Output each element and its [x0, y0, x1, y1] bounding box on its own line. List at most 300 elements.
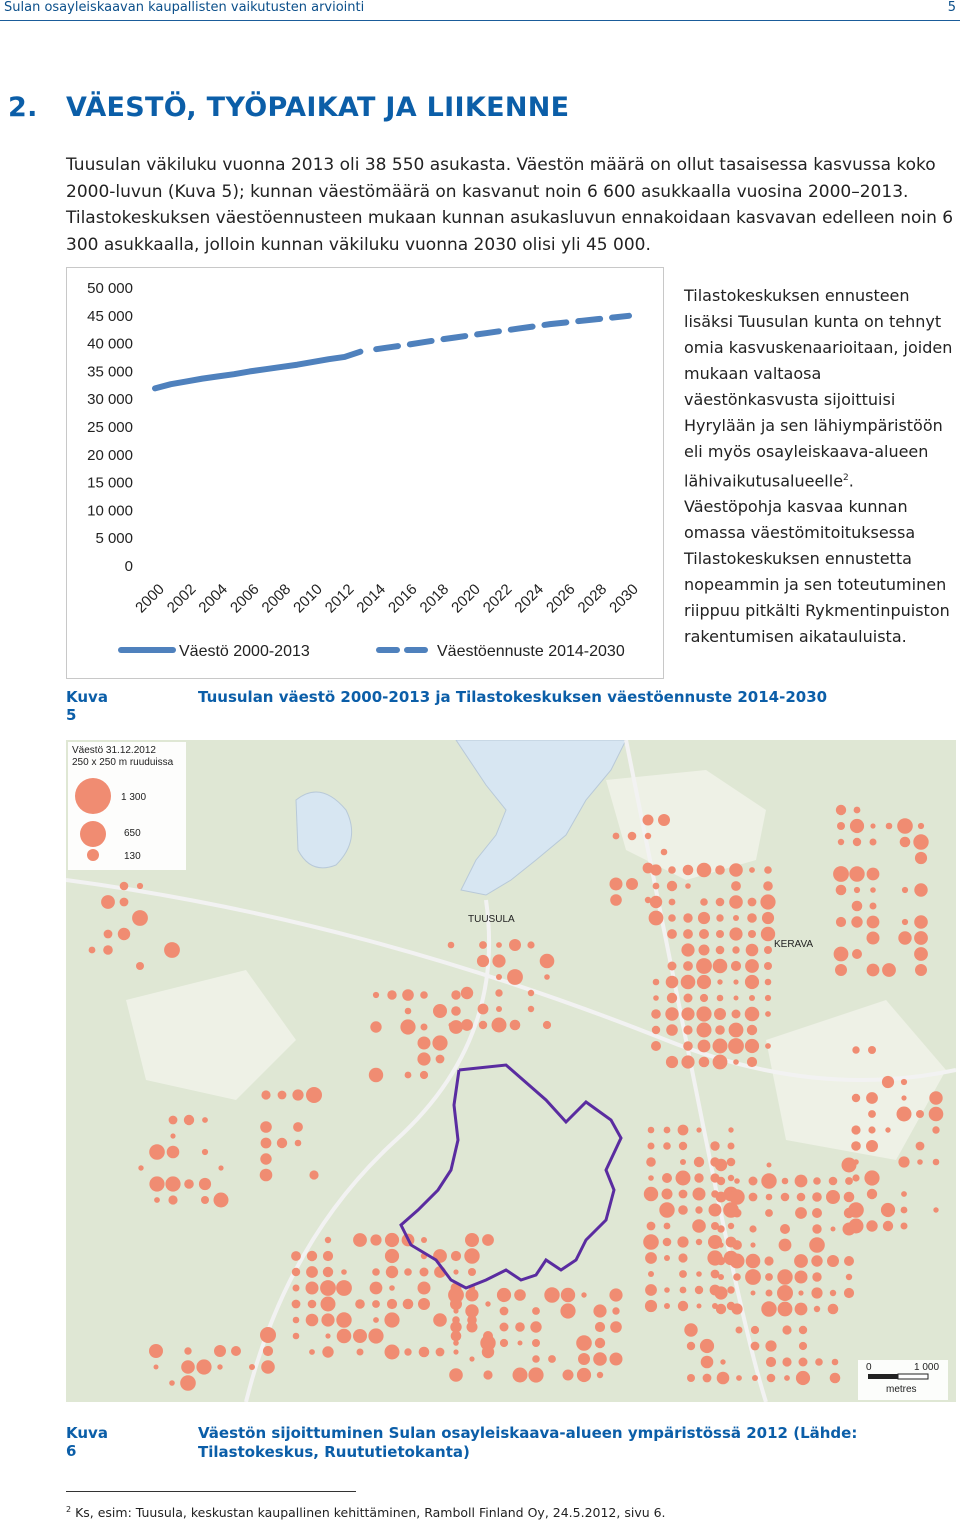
population-dot	[836, 805, 846, 815]
population-dot	[492, 1018, 507, 1033]
population-dot	[214, 1345, 226, 1357]
population-dot	[765, 995, 771, 1001]
population-dot	[764, 866, 772, 874]
population-dot	[679, 1190, 688, 1199]
population-dot	[515, 1322, 525, 1332]
population-dot	[827, 1255, 839, 1267]
population-dot	[849, 866, 864, 881]
population-dot	[417, 1052, 430, 1065]
population-dot	[683, 929, 693, 939]
population-dot	[782, 1357, 791, 1366]
population-dot	[667, 929, 677, 939]
population-dot	[370, 1234, 381, 1245]
population-dot	[836, 917, 846, 927]
population-dot	[610, 1353, 623, 1366]
population-dot	[734, 996, 739, 1001]
y-tick-label: 20 000	[87, 446, 133, 464]
population-dot	[916, 1110, 924, 1118]
population-dot	[651, 1009, 661, 1019]
footnote-reference: 2	[843, 473, 849, 483]
population-dot	[848, 1202, 864, 1218]
population-dot	[745, 975, 759, 989]
population-dot	[154, 1365, 159, 1370]
population-dot	[469, 1356, 474, 1361]
population-dot	[692, 1219, 706, 1233]
population-dot	[713, 959, 728, 974]
population-dot	[717, 1257, 725, 1265]
population-dot	[664, 1303, 670, 1309]
population-dot	[404, 1268, 412, 1276]
population-dot	[683, 865, 694, 876]
population-dot	[763, 881, 773, 891]
legend-value-1300: 1 300	[121, 792, 147, 803]
population-dot	[167, 1146, 180, 1159]
population-dot	[263, 1346, 273, 1356]
population-dot	[700, 994, 708, 1002]
population-dot	[798, 1290, 803, 1295]
population-dot	[433, 1004, 447, 1018]
population-dot	[766, 1357, 776, 1367]
population-dot	[716, 898, 725, 907]
population-dot	[661, 849, 668, 856]
population-dot	[866, 1092, 878, 1104]
population-dot	[118, 928, 130, 940]
population-dot	[649, 911, 664, 926]
population-dot	[217, 1364, 222, 1369]
population-dot	[387, 990, 396, 999]
legend-label: Väestö 2000-2013	[179, 643, 310, 660]
population-dot	[844, 1256, 854, 1266]
population-dot	[717, 1372, 730, 1385]
population-dot	[900, 837, 911, 848]
population-dot	[120, 898, 129, 907]
figure-6-label: Kuva 6	[66, 1424, 108, 1460]
population-dot	[196, 1359, 211, 1374]
population-dot	[369, 1068, 383, 1082]
population-dot	[668, 914, 676, 922]
population-dot	[700, 1339, 714, 1353]
page-number: 5	[947, 0, 956, 15]
population-dot	[701, 1356, 714, 1369]
population-dot	[646, 1157, 656, 1167]
population-dot	[713, 1055, 728, 1070]
population-dot	[765, 1043, 771, 1049]
population-dot	[482, 1234, 494, 1246]
population-dot	[261, 1360, 275, 1374]
population-dot	[733, 1059, 739, 1065]
scale-unit: metres	[886, 1384, 917, 1395]
population-dot	[496, 974, 502, 980]
population-dot	[202, 1117, 208, 1123]
population-dot	[852, 949, 862, 959]
population-dot	[853, 1159, 859, 1165]
population-dot	[867, 964, 880, 977]
population-dot	[830, 1373, 841, 1384]
population-dot	[643, 1234, 659, 1250]
population-dot	[610, 1321, 622, 1333]
population-dot	[384, 1312, 399, 1327]
population-dot	[850, 819, 864, 833]
population-dot	[184, 1347, 191, 1354]
population-dot	[453, 1340, 459, 1346]
population-dot	[467, 1322, 478, 1333]
population-dot	[479, 941, 487, 949]
population-dot	[728, 1223, 734, 1229]
population-dot	[306, 1087, 322, 1103]
population-dot	[746, 1254, 761, 1269]
body-paragraph: Tuusulan väkiluku vuonna 2013 oli 38 550 asukasta. Väestön määrä on ollut tasaisessa kasvussa koko 2000-luvun (Kuva 5); kunnan väestömäärä on kasvanut noin 6 600 asukkaalla vuosina 2000–2013. Tilastokeskuksen väestöennusteen mukaan kunnan asukasluvun ennakoidaan kasvavan edelleen noin 6 300 asukkaalla, jolloin kunnan väkiluku vuonna 2030 olisi yli 45 000.	[66, 155, 954, 255]
population-dot	[729, 863, 743, 877]
population-dot	[699, 929, 709, 939]
population-dot	[658, 814, 670, 826]
section-number: 2.	[8, 92, 38, 123]
population-dot	[645, 1284, 657, 1296]
population-dot	[765, 1273, 773, 1281]
population-dot	[306, 1266, 318, 1278]
population-dot	[837, 822, 845, 830]
population-dot	[694, 1157, 704, 1167]
population-dot	[829, 1177, 838, 1186]
population-dot	[870, 903, 877, 910]
population-map-svg	[66, 740, 956, 1402]
population-dot	[323, 1251, 333, 1261]
population-dot	[747, 1025, 757, 1035]
population-dot	[700, 898, 708, 906]
population-dot	[169, 1116, 178, 1125]
population-dot	[717, 979, 722, 984]
population-dot	[799, 1326, 807, 1334]
population-dot	[761, 1301, 776, 1316]
population-dot	[901, 1223, 908, 1230]
population-dot	[577, 1368, 591, 1382]
population-dot	[751, 1342, 760, 1351]
population-dot	[678, 1301, 688, 1311]
population-dot	[465, 1233, 479, 1247]
x-tick-label: 2014	[353, 580, 390, 617]
population-dot	[870, 823, 875, 828]
population-dot	[322, 1346, 333, 1357]
population-dot	[812, 1224, 821, 1233]
population-dot	[728, 1038, 744, 1054]
population-dot	[795, 1175, 808, 1188]
population-dot	[651, 1041, 661, 1051]
side-paragraph-part1: Tilastokeskuksen ennusteen lisäksi Tuusulan kunta on tehnyt omia kasvuskenaarioitaan, joiden mukaan valtaosa väestönkasvusta sijoittuisi Hyrylään ja sen lähiympäristöön eli myös osayleiskaava-alueen lähivaikutusalueelle	[684, 286, 953, 491]
population-dot	[323, 1267, 333, 1277]
population-dot	[436, 1055, 445, 1064]
population-dot	[932, 1126, 939, 1133]
x-tick-label: 2020	[448, 580, 484, 617]
population-dot	[765, 1340, 776, 1351]
footnote-divider	[66, 1491, 356, 1492]
population-dot	[730, 1254, 745, 1269]
population-dot	[293, 1122, 303, 1132]
x-tick-label: 2030	[606, 580, 642, 617]
population-dot	[405, 1008, 412, 1015]
population-dot	[728, 1175, 734, 1181]
population-dot	[765, 1011, 771, 1017]
population-dot	[929, 1107, 944, 1122]
population-dot	[497, 1288, 511, 1302]
population-dot	[716, 1192, 727, 1203]
legend-title-2: 250 x 250 m ruuduissa	[72, 757, 174, 768]
population-dot	[918, 823, 924, 829]
population-dot	[645, 1300, 657, 1312]
population-dot	[867, 916, 880, 929]
population-dot	[648, 1271, 654, 1277]
population-dot	[683, 1041, 693, 1051]
population-dot	[731, 961, 741, 971]
population-dot	[680, 1287, 687, 1294]
x-tick-label: 2026	[543, 580, 579, 617]
population-dot	[717, 995, 724, 1002]
population-dot	[867, 932, 880, 945]
population-dot	[666, 1024, 678, 1036]
population-dot	[628, 832, 637, 841]
population-dot	[746, 944, 759, 957]
population-dot	[650, 896, 662, 908]
population-dot	[777, 1285, 793, 1301]
population-dot	[544, 1287, 559, 1302]
population-dot	[794, 1254, 808, 1268]
population-dot	[782, 1178, 789, 1185]
population-dot	[917, 1159, 923, 1165]
population-dot	[902, 887, 908, 893]
population-dot	[420, 991, 428, 999]
population-dot	[563, 1370, 574, 1381]
place-label-kerava: KERAVA	[774, 939, 814, 950]
x-tick-label: 2010	[290, 580, 326, 617]
population-dot	[901, 1207, 908, 1214]
population-dot	[693, 1188, 706, 1201]
population-dot	[780, 1224, 790, 1234]
population-dot	[169, 1380, 175, 1386]
population-dot	[595, 1338, 605, 1348]
population-dot	[697, 1023, 712, 1038]
population-dot	[420, 1268, 429, 1277]
population-dot	[902, 919, 908, 925]
population-dot	[677, 1236, 688, 1247]
population-dot	[461, 1019, 473, 1031]
population-dot	[728, 1127, 733, 1132]
population-dot	[733, 915, 739, 921]
population-dot	[450, 1321, 461, 1332]
legend-value-130: 130	[124, 851, 141, 862]
population-dot	[684, 994, 693, 1003]
figure-5-label: Kuva 5	[66, 688, 108, 724]
population-dot	[181, 1360, 195, 1374]
population-dot	[882, 963, 896, 977]
population-dot	[530, 1321, 541, 1332]
population-dot	[697, 1304, 702, 1309]
population-dot	[749, 995, 755, 1001]
population-dot	[849, 1219, 864, 1234]
population-dot	[799, 1358, 808, 1367]
population-dot	[933, 1159, 940, 1166]
population-dot	[626, 878, 638, 890]
population-dot	[715, 865, 725, 875]
legend-dot-small	[87, 849, 99, 861]
population-dot	[353, 1233, 367, 1247]
population-dot	[851, 1125, 860, 1134]
population-dot	[695, 1206, 702, 1213]
population-dot	[665, 1007, 678, 1020]
population-dot	[496, 1006, 502, 1012]
population-dot	[372, 1300, 380, 1308]
population-dot	[668, 866, 676, 874]
y-tick-label: 50 000	[87, 280, 133, 297]
population-dot	[732, 1010, 741, 1019]
side-paragraph-part2: . Väestöpohja kasvaa kunnan omassa väestömitoituksessa Tilastokeskuksen ennustetta nopeammin ja sen toteutuminen riippuu pitkälti Rykmentinpuiston rakentumisen aikatauluista.	[684, 471, 950, 647]
population-dot	[761, 1173, 776, 1188]
population-dot	[685, 883, 691, 889]
x-tick-label: 2012	[321, 580, 358, 617]
population-dot	[402, 989, 414, 1001]
population-dot	[548, 1355, 556, 1363]
population-dot	[734, 1178, 740, 1184]
population-dot	[714, 1008, 726, 1020]
population-dot	[870, 839, 877, 846]
population-dot	[662, 1173, 672, 1183]
population-dot	[696, 1271, 702, 1277]
population-dot	[368, 1328, 383, 1343]
population-dot	[659, 1202, 674, 1217]
population-dot	[165, 1176, 180, 1191]
population-dot	[184, 1115, 194, 1125]
population-dot	[914, 931, 928, 945]
population-dot	[749, 1225, 756, 1232]
population-dot	[838, 839, 844, 845]
population-dot	[697, 863, 712, 878]
population-dot	[714, 1286, 727, 1299]
population-dot	[866, 1220, 877, 1231]
population-dot	[828, 1304, 839, 1315]
population-dot	[729, 927, 742, 940]
population-dot	[478, 1004, 489, 1015]
population-dot	[678, 1205, 688, 1215]
population-dot	[420, 1071, 428, 1079]
population-dot	[676, 1171, 691, 1186]
population-dot	[528, 1006, 534, 1012]
population-dot	[138, 1165, 143, 1170]
population-dot	[249, 1364, 255, 1370]
population-dot	[764, 1256, 773, 1265]
running-header	[4, 0, 956, 15]
population-dot	[748, 898, 757, 907]
population-dot	[260, 1121, 272, 1133]
legend-title-1: Väestö 31.12.2012	[72, 745, 156, 756]
population-dot	[679, 1142, 687, 1150]
population-dot	[749, 1193, 758, 1202]
scale-bar-segment	[868, 1374, 898, 1379]
population-dot	[915, 852, 927, 864]
population-dot	[593, 1304, 606, 1317]
population-dot	[815, 1358, 823, 1366]
population-dot	[561, 1288, 575, 1302]
population-dot	[867, 1189, 877, 1199]
population-dot	[732, 946, 739, 953]
population-dot	[449, 1368, 463, 1382]
population-dot	[483, 1370, 492, 1379]
population-dot	[781, 1193, 790, 1202]
population-dot	[370, 1282, 383, 1295]
population-dot	[914, 915, 928, 929]
population-dot	[449, 1020, 463, 1034]
footnote	[66, 1505, 666, 1520]
population-dot	[528, 990, 534, 996]
population-dot	[696, 958, 712, 974]
population-dot	[697, 975, 711, 989]
population-dot	[765, 979, 772, 986]
x-tick-label: 2018	[416, 580, 453, 617]
population-dot	[916, 1142, 925, 1151]
population-dot	[814, 1306, 820, 1312]
population-dot	[500, 1307, 509, 1316]
population-dot	[760, 894, 775, 909]
population-dot	[643, 863, 654, 874]
population-dot	[485, 1301, 490, 1306]
population-dot	[729, 1023, 744, 1038]
population-dot	[727, 1158, 736, 1167]
population-dot	[461, 987, 473, 999]
population-dot	[278, 1091, 287, 1100]
population-dot	[745, 1007, 760, 1022]
population-dot	[451, 990, 460, 999]
population-dot	[678, 1125, 689, 1136]
population-dot	[747, 1057, 757, 1067]
population-dot	[727, 1286, 734, 1293]
header-divider	[0, 20, 960, 21]
scale-bar-segment	[898, 1374, 928, 1379]
population-dot	[854, 807, 861, 814]
population-dot	[809, 1237, 825, 1253]
population-dot	[218, 1165, 223, 1170]
scale-label-zero: 0	[866, 1362, 872, 1373]
population-dot	[373, 1317, 379, 1323]
population-dot	[667, 993, 677, 1003]
population-dot	[325, 1237, 331, 1243]
population-dot	[451, 1251, 461, 1261]
population-dot	[643, 815, 654, 826]
population-dot	[868, 1126, 875, 1133]
population-dot	[811, 1287, 822, 1298]
x-tick-label: 2028	[574, 580, 611, 617]
population-dot	[170, 1133, 175, 1138]
population-dot	[731, 1303, 742, 1314]
population-dot	[851, 1141, 861, 1151]
population-dot	[532, 1307, 540, 1315]
population-dot	[149, 1344, 163, 1358]
population-dot	[699, 1057, 710, 1068]
population-dot	[870, 887, 876, 893]
population-dot	[421, 1237, 427, 1243]
x-tick-label: 2004	[195, 580, 232, 617]
population-dot	[882, 1076, 894, 1088]
population-dot	[418, 1037, 431, 1050]
population-dot	[679, 1270, 687, 1278]
population-dot	[836, 885, 847, 896]
population-dot	[715, 1025, 725, 1035]
population-dot	[762, 912, 774, 924]
population-dot	[321, 1313, 334, 1326]
population-dot	[799, 1342, 807, 1350]
population-dot	[687, 1342, 695, 1350]
population-dot	[89, 947, 96, 954]
population-dot	[796, 1371, 810, 1385]
population-dot	[307, 1251, 317, 1261]
population-dot	[540, 954, 555, 969]
population-dot	[732, 1240, 742, 1250]
population-dot	[201, 1196, 209, 1204]
